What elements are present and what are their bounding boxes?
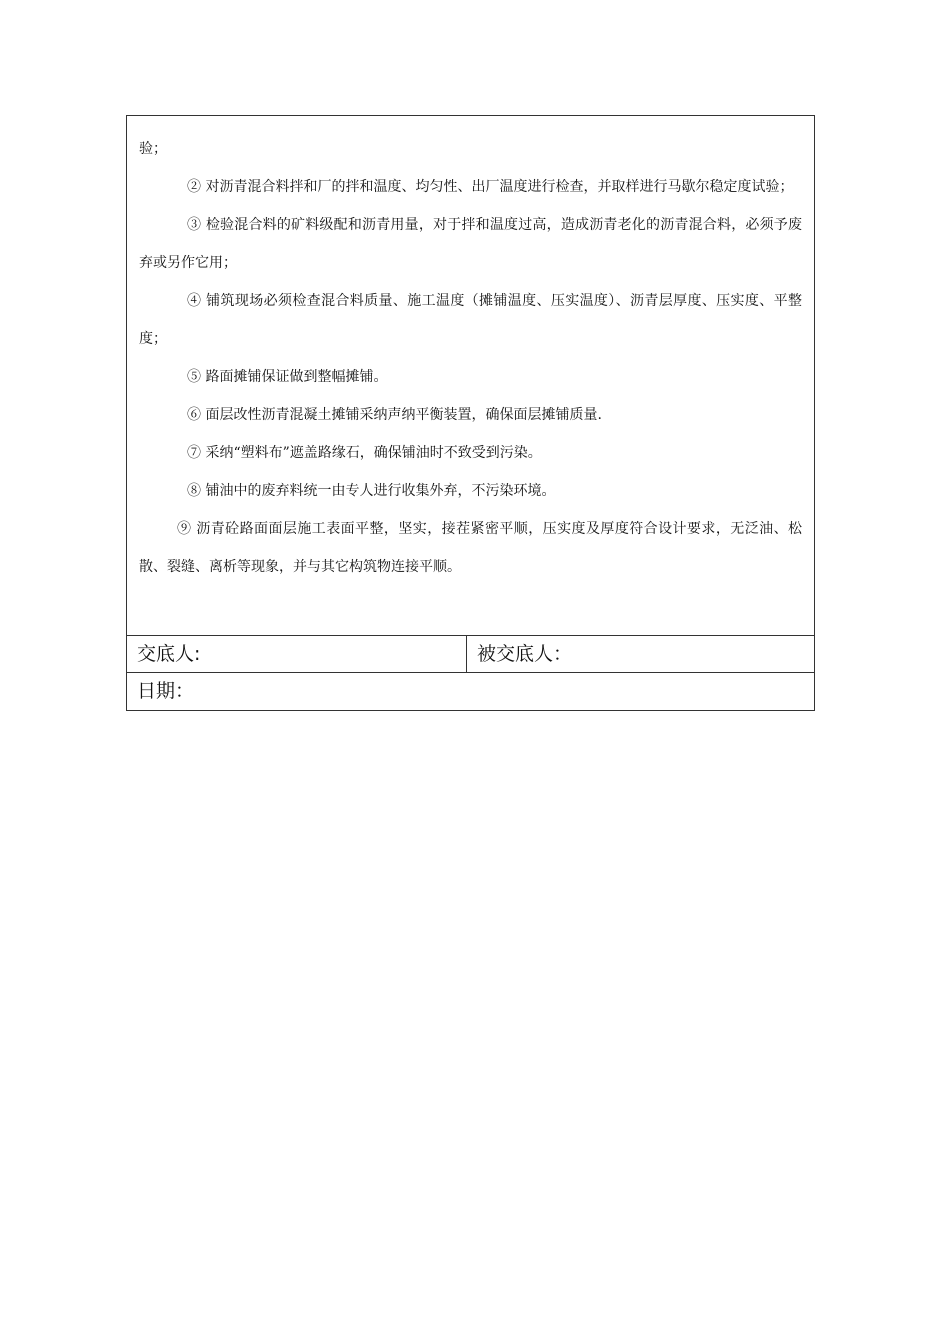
content-cell xyxy=(127,116,814,636)
presenter-label: 交底人: xyxy=(127,636,467,672)
paragraph-item-6: ⑥ 面层改性沥青混凝土摊铺采纳声纳平衡装置，确保面层摊铺质量. xyxy=(187,407,602,423)
paragraph-item-7: ⑦ 采纳“塑料布”遮盖路缘石，确保铺油时不致受到污染。 xyxy=(187,445,542,461)
paragraph-item-8: ⑧ 铺油中的废弃料统一由专人进行收集外弃，不污染环境。 xyxy=(187,483,556,499)
paragraph-item-4: ④ 铺筑现场必须检查混合料质量、施工温度（摊铺温度、压实温度）、沥青层厚度、压实度、平整度； xyxy=(139,293,802,347)
date-label: 日期： xyxy=(137,680,195,702)
disclosure-table xyxy=(126,115,815,711)
paragraph-item-3: ③ 检验混合料的矿料级配和沥青用量，对于拌和温度过高，造成沥青老化的沥青混合料，必须予废弃或另作它用； xyxy=(139,217,802,271)
paragraph-continuation: 验； xyxy=(139,141,167,157)
signature-row xyxy=(127,636,814,673)
paragraph-item-2: ② 对沥青混合料拌和厂的拌和温度、均匀性、出厂温度进行检查，并取样进行马歇尔稳定度试验； xyxy=(187,179,794,195)
paragraph-item-5: ⑤ 路面摊铺保证做到整幅摊铺。 xyxy=(187,369,388,385)
paragraph-item-9: ⑨ 沥青砼路面面层施工表面平整，坚实，接茬紧密平顺，压实度及厚度符合设计要求，无泛油、松散、裂缝、离析等现象，并与其它构筑物连接平顺。 xyxy=(139,521,802,575)
receiver-label: 被交底人： xyxy=(477,643,573,665)
